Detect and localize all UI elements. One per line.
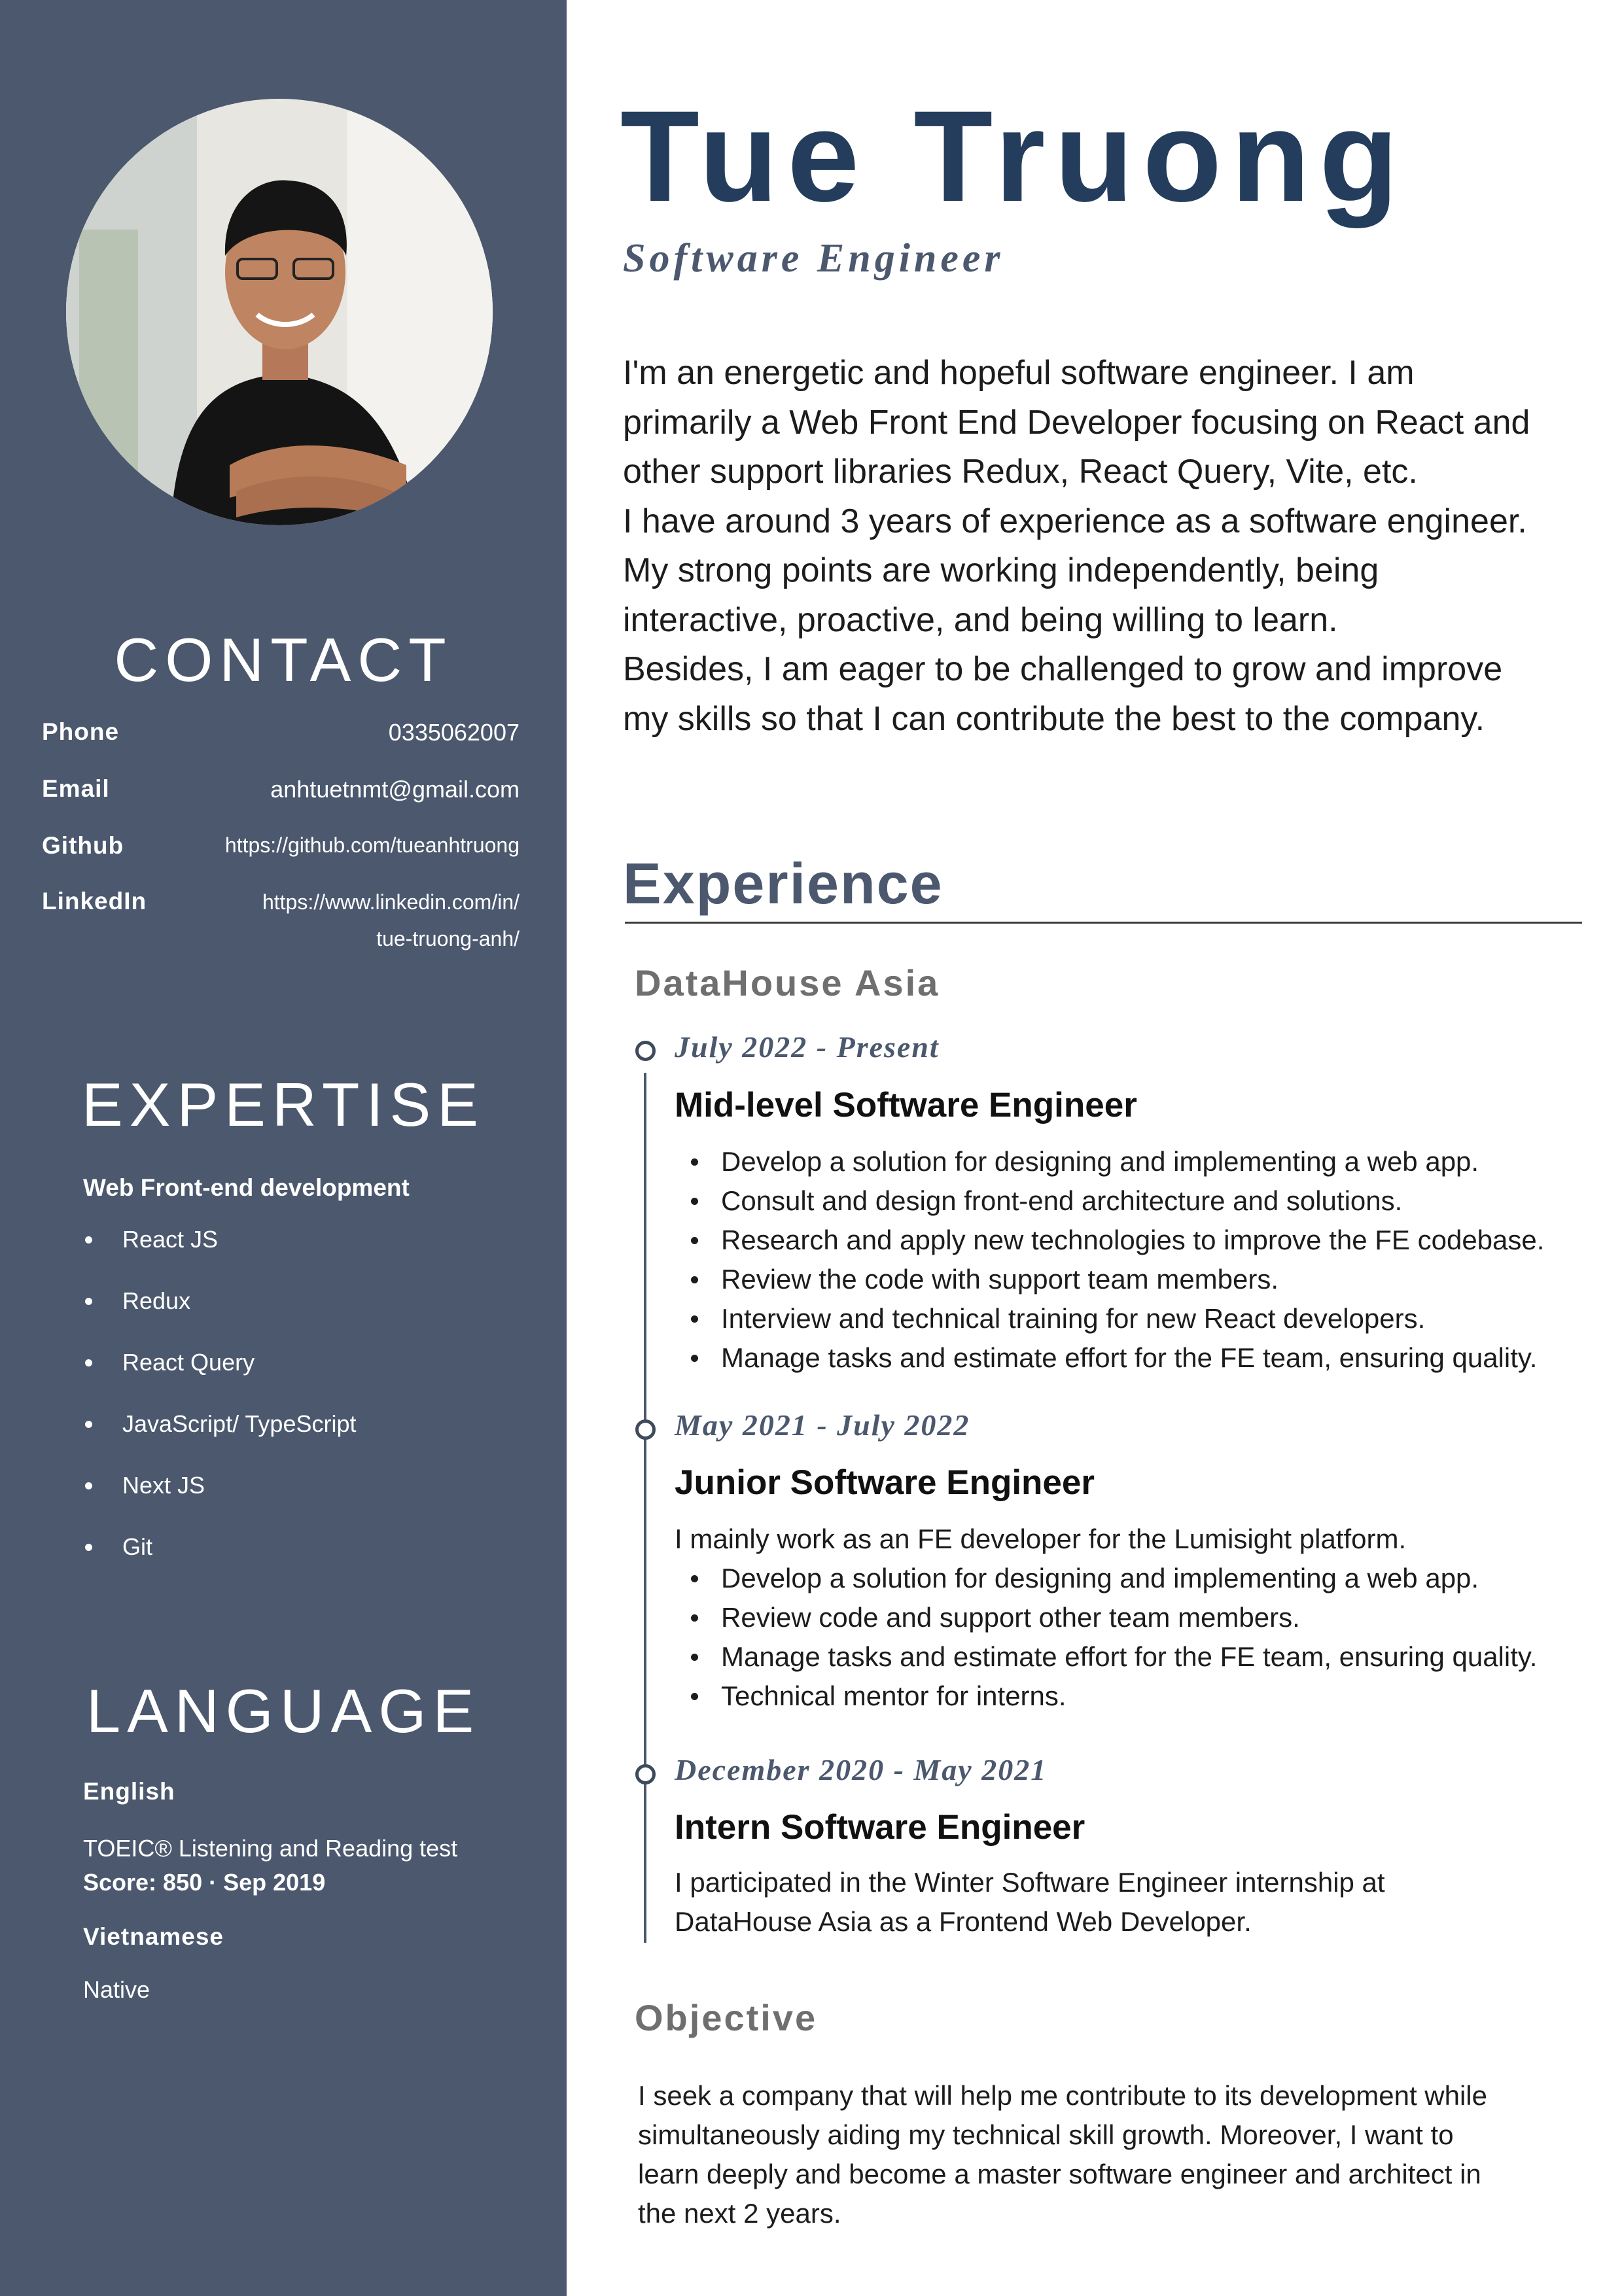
timeline-dot [635,1764,656,1784]
job-bullet: Develop a solution for designing and implementing a web app. [675,1559,1537,1598]
summary-line: primarily a Web Front End Developer focusing on React and [623,403,1530,442]
objective-text [638,2076,1487,2233]
language-heading: LANGUAGE [86,1677,481,1745]
job-intro: I mainly work as an FE developer for the Lumisight platform. [675,1523,1407,1554]
job-bullet: Review code and support other team members. [675,1598,1537,1637]
summary-line: Besides, I am eager to be challenged to grow and improve [623,650,1503,688]
objective-line: the next 2 years. [638,2198,841,2229]
objective-line: simultaneously aiding my technical skill growth. Moreover, I want to [638,2119,1454,2150]
summary [623,349,1578,744]
phone-value: 0335062007 [388,719,520,746]
github-label: Github [42,832,124,859]
job-date: December 2020 - May 2021 [675,1753,1048,1786]
job-bullet: Develop a solution for designing and implementing a web app. [675,1142,1544,1181]
job-bullets [675,1142,1544,1378]
skill-item: React Query [83,1346,357,1408]
summary-line: I have around 3 years of experience as a software engineer. [623,502,1527,540]
job-description [675,1863,1385,1941]
job-bullet: Consult and design front-end architecture and solutions. [675,1181,1544,1221]
job-title: Mid-level Software Engineer [675,1086,1137,1124]
vietnamese-level: Native [83,1976,150,2003]
objective-heading: Objective [635,1997,818,2038]
experience-divider [625,922,1582,924]
expertise-heading: EXPERTISE [82,1070,485,1139]
contact-heading: CONTACT [114,625,453,694]
language-english: English [83,1778,175,1805]
phone-label: Phone [42,718,120,745]
job-bullet: Technical mentor for interns. [675,1677,1537,1716]
job-role: Software Engineer [623,236,1004,281]
email-label: Email [42,775,110,802]
job-bullet: Interview and technical training for new React developers. [675,1299,1544,1338]
skill-list [83,1223,357,1592]
contact-linkedin-row [42,888,520,966]
email-link[interactable]: anhtuetnmt@gmail.com [270,776,520,803]
job-bullet: Review the code with support team members. [675,1260,1544,1299]
linkedin-label: LinkedIn [42,888,147,914]
skill-item: Next JS [83,1469,357,1531]
job-description-line: I participated in the Winter Software Engineer internship at [675,1867,1385,1898]
timeline-dot [635,1419,656,1440]
linkedin-link-line1[interactable]: https://www.linkedin.com/in/ [262,890,520,914]
summary-line: other support libraries Redux, React Query, Vite, etc. [623,453,1418,491]
contact-github-row [42,832,520,871]
job-bullet: Manage tasks and estimate effort for the FE team, ensuring quality. [675,1637,1537,1677]
summary-line: My strong points are working independently, being [623,551,1379,589]
english-certificate [83,1832,457,1900]
contact-phone-row [42,718,520,757]
contact-email-row [42,775,520,814]
job-date: July 2022 - Present [675,1030,940,1064]
timeline-line [644,1073,646,1943]
english-score: Score: 850 · Sep 2019 [83,1869,326,1896]
skill-item: JavaScript/ TypeScript [83,1408,357,1469]
linkedin-link[interactable] [262,884,520,957]
sidebar [0,0,567,2296]
job-date: May 2021 - July 2022 [675,1408,970,1442]
experience-heading: Experience [623,851,943,916]
job-bullet: Research and apply new technologies to improve the FE codebase. [675,1221,1544,1260]
summary-line: I'm an energetic and hopeful software engineer. I am [623,354,1415,392]
summary-line: interactive, proactive, and being willing to learn. [623,600,1338,639]
skill-item: Git [83,1531,357,1592]
job-title: Junior Software Engineer [675,1463,1095,1502]
job-title: Intern Software Engineer [675,1808,1085,1847]
english-test-name: TOEIC® Listening and Reading test [83,1835,458,1862]
company-name: DataHouse Asia [635,962,940,1003]
person-name: Tue Truong [620,84,1408,228]
job-bullet: Manage tasks and estimate effort for the FE team, ensuring quality. [675,1338,1544,1378]
language-vietnamese: Vietnamese [83,1923,224,1950]
summary-line: my skills so that I can contribute the best to the company. [623,699,1485,738]
timeline-dot [635,1041,656,1061]
github-link[interactable]: https://github.com/tueanhtruong [224,833,520,857]
objective-line: I seek a company that will help me contribute to its development while [638,2080,1488,2111]
profile-photo [66,99,493,525]
skill-item: React JS [83,1223,357,1285]
objective-line: learn deeply and become a master software engineer and architect in [638,2159,1481,2189]
skill-item: Redux [83,1285,357,1346]
linkedin-link-line2[interactable]: tue-truong-anh/ [376,927,520,950]
expertise-subheading: Web Front-end development [83,1174,410,1201]
job-description-line: DataHouse Asia as a Frontend Web Developer. [675,1906,1252,1937]
job-bullets [675,1559,1537,1716]
